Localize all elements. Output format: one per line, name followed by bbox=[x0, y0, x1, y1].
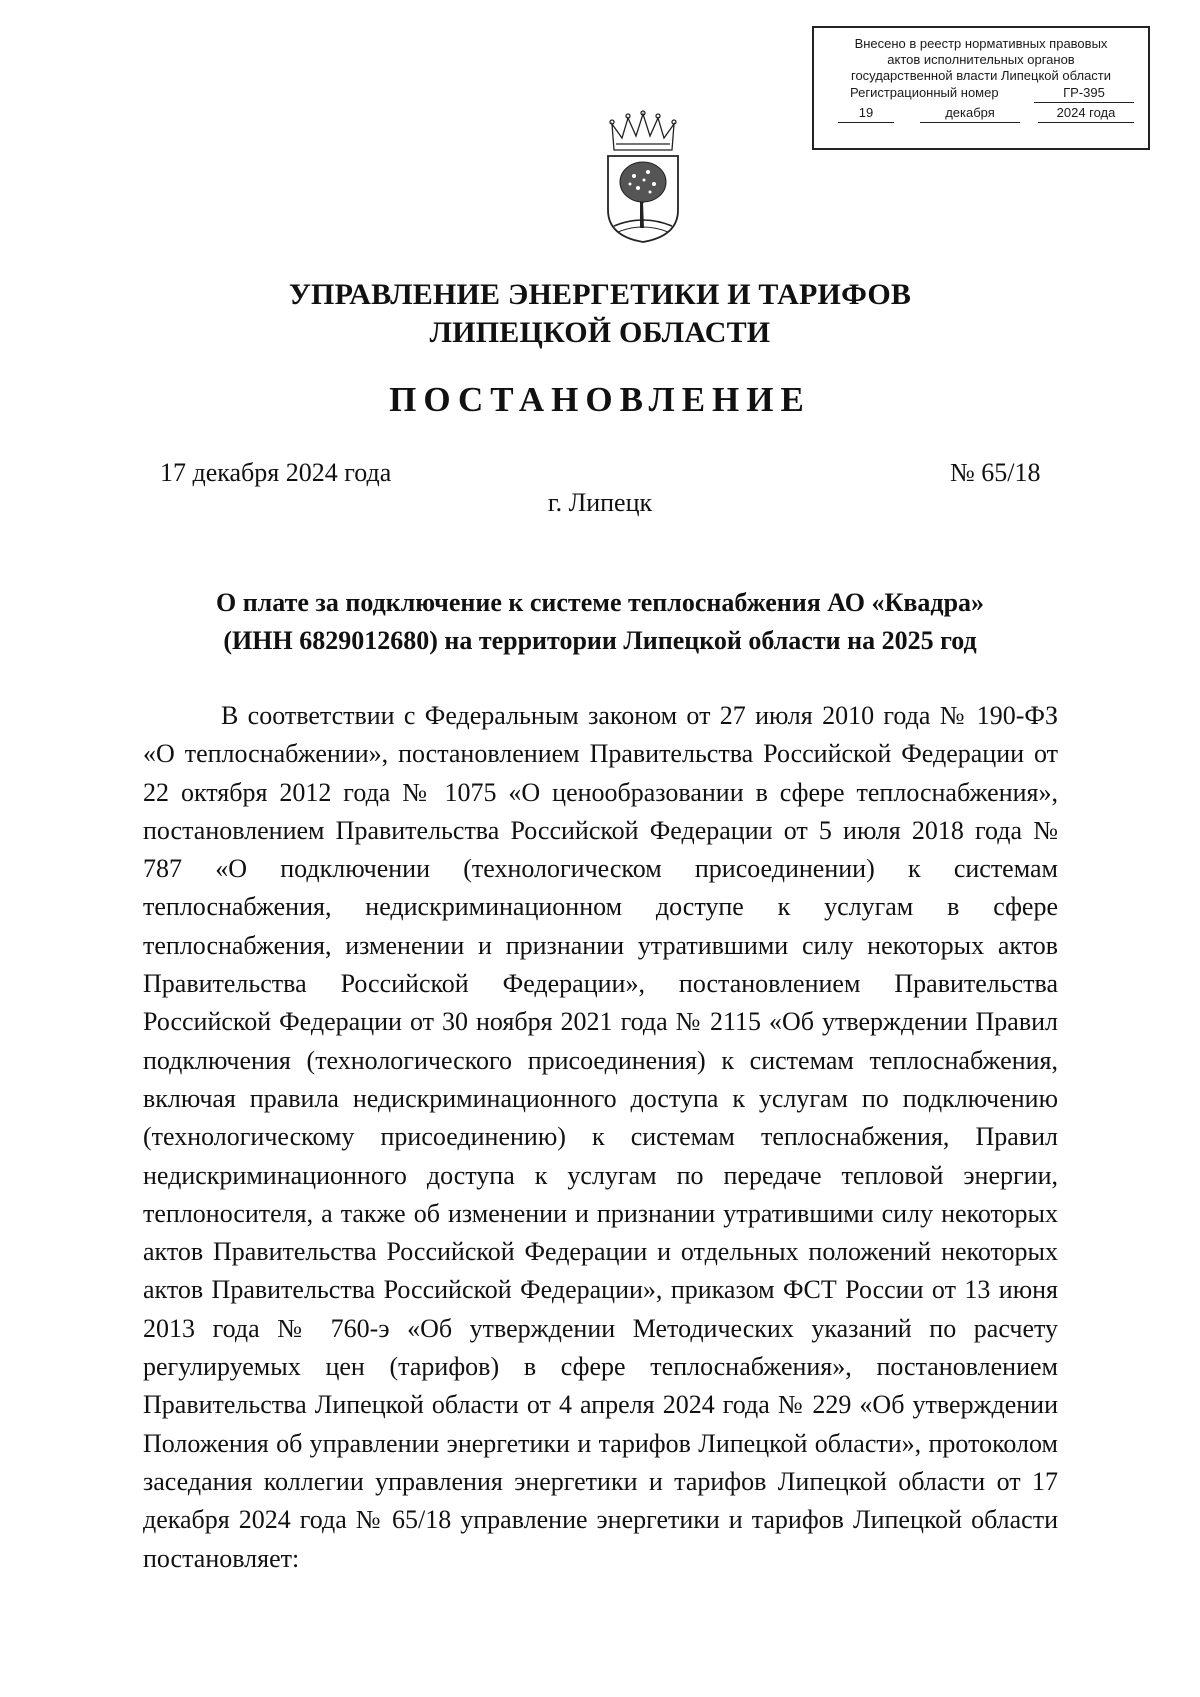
stamp-line-2: актов исполнительных органов bbox=[887, 52, 1075, 67]
document-title-line-2: (ИНН 6829012680) на территории Липецкой области на 2025 год bbox=[223, 626, 977, 655]
stamp-reg-label: Регистрационный номер bbox=[850, 85, 999, 100]
organization-name bbox=[0, 276, 1200, 352]
document-type: ПОСТАНОВЛЕНИЕ bbox=[389, 380, 811, 419]
organization-name-line-1: УПРАВЛЕНИЕ ЭНЕРГЕТИКИ И ТАРИФОВ bbox=[288, 278, 912, 311]
stamp-line-1: Внесено в реестр нормативных правовых bbox=[854, 36, 1108, 51]
stamp-day: 19 bbox=[838, 104, 894, 123]
stamp-month: декабря bbox=[920, 104, 1020, 123]
lipetsk-coat-of-arms-icon bbox=[604, 110, 682, 244]
stamp-registration-row bbox=[824, 84, 1138, 104]
stamp-reg-number: ГР-395 bbox=[1034, 84, 1134, 103]
document-body-paragraph: В соответствии с Федеральным законом от 27 июля 2010 года № 190-ФЗ «О теплоснабжении», постановлением Правительства Российской Федерации от 22 октября 2012 года № 1075 «О ценообразовании в сфере теплоснабжения», постановлением Правительства Российской Федерации от 5 июля 2018 года № 787 «О подключении (технологическом присоединении) к системам теплоснабжения, недискриминационном доступе к услугам в сфере теплоснабжения, изменении и признании утратившими силу некоторых актов Правительства Российской Федерации», постановлением Правительства Российской Федерации от 30 ноября 2021 года № 2115 «Об утверждении Правил подключения (технологического присоединения) к системам теплоснабжения, включая правила недискриминационного доступа к услугам по подключению (технологическому присоединению) к системам теплоснабжения, Правил недискриминационного доступа к услугам по передаче тепловой энергии, теплоносителя, а также об изменении и признании утратившими силу некоторых актов Правительства Российской Федерации и отдельных положений некоторых актов Правительства Российской Федерации», приказом ФСТ России от 13 июня 2013 года № 760-э «Об утверждении Методических указаний по расчету регулируемых цен (тарифов) в сфере теплоснабжения», постановлением Правительства Липецкой области от 4 апреля 2024 года № 229 «Об утверждении Положения об управлении энергетики и тарифов Липецкой области», протоколом заседания коллегии управления энергетики и тарифов Липецкой области от 17 декабря 2024 года № 65/18 управление энергетики и тарифов Липецкой области постановляет: bbox=[143, 701, 1058, 1573]
document-city: г. Липецк bbox=[547, 488, 653, 517]
document-title-line-1: О плате за подключение к системе теплоснабжения АО «Квадра» bbox=[215, 588, 985, 617]
document-number: № 65/18 bbox=[950, 458, 1041, 487]
registration-stamp bbox=[812, 26, 1150, 150]
organization-name-line-2: ЛИПЕЦКОЙ ОБЛАСТИ bbox=[429, 316, 771, 349]
stamp-date-row bbox=[824, 104, 1138, 124]
document-title bbox=[120, 584, 1080, 660]
document-date: 17 декабря 2024 года bbox=[160, 458, 392, 487]
stamp-line-3: государственной власти Липецкой области bbox=[850, 68, 1112, 83]
stamp-year: 2024 года bbox=[1038, 104, 1134, 123]
